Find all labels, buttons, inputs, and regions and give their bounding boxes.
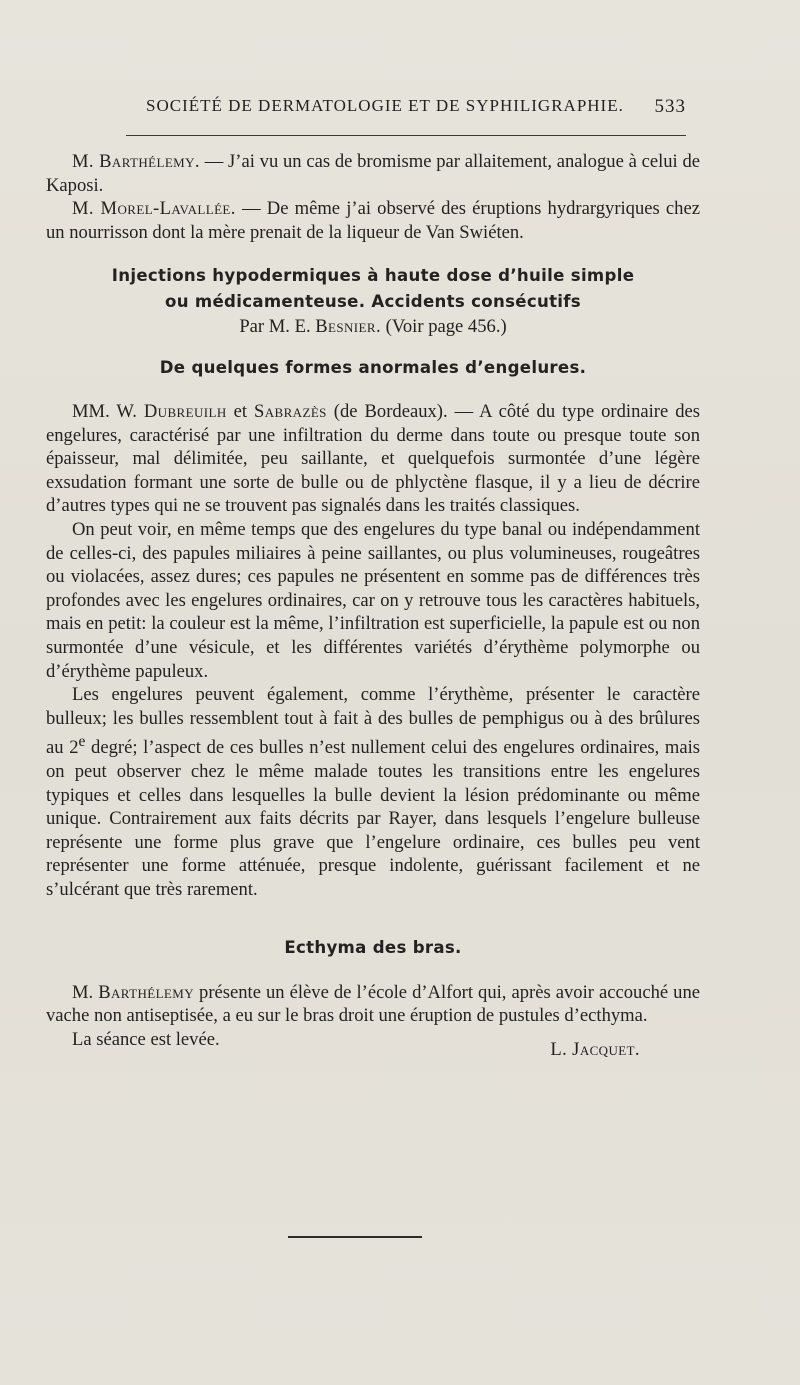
speaker-name: M. Morel-Lavallée.	[72, 198, 236, 220]
end-rule	[288, 1236, 422, 1238]
page-reference: (Voir page 456.)	[381, 316, 507, 338]
running-title: SOCIÉTÉ DE DERMATOLOGIE ET DE SYPHILIGRAPHIE.	[146, 96, 624, 115]
paragraph-text: présente un élève de l’école d’Alfort qui, après avoir accouché une vache non antiseptisée, a eu sur le bras droit une éruption de pustules d’ecthyma.	[46, 981, 700, 1027]
byline-prefix: Par M. E.	[239, 316, 316, 338]
closing-text: La séance est levée.	[72, 1028, 220, 1050]
intro-mid: et	[226, 400, 255, 422]
paragraph	[46, 683, 700, 902]
section-title-injections	[46, 263, 700, 315]
intro-prefix: MM. W.	[72, 400, 144, 422]
section-byline	[46, 315, 700, 339]
speaker-name: Barthélemy	[98, 981, 194, 1003]
author-name: Sabrazès	[254, 400, 327, 422]
section-title-line: ou médicamenteuse. Accidents consécutifs	[165, 292, 581, 312]
superscript: e	[78, 733, 86, 751]
paragraph	[46, 400, 700, 518]
section-title-line: Injections hypodermiques à haute dose d’huile simple	[111, 266, 635, 286]
section-title-ecthyma: Ecthyma des bras.	[284, 937, 462, 957]
closing-line	[46, 1028, 700, 1060]
paragraph	[46, 981, 700, 1028]
section-title-engelures: De quelques formes anormales d’engelures.	[159, 357, 587, 377]
paragraph-text: degré; l’aspect de ces bulles n’est nullement celui des engelures ordinaires, mais on peut observer chez le même malade toutes les transitions entre les engelures typiques et celles dans lesquelles la bulle devient la lésion prédominante ou même unique. Contrairement aux faits décrits par Rayer, dans lesquels l’engelure bulleuse représente une forme plus grave que l’engelure ordinaire, ces bulles peu vent représenter une forme atténuée, presque indolente, guérissant facilement et ne s’ulcérant que très rarement.	[46, 737, 700, 901]
paragraph: On peut voir, en même temps que des engelures du type banal ou indépendamment de celles-ci, des papules miliaires à peine saillantes, ou plus volumineuses, rougeâtres ou violacées, assez dures; ces papules ne présentent en somme pas de différences très profondes avec les engelures ordinaires, car on y retrouve tous les caractères habituels, mais en petit: la couleur est la même, l’infiltration est superficielle, la papule est ou non surmontée d’une vésicule, et les différentes variétés d’érythème polymorphe ou d’érythème papuleux.	[46, 518, 700, 682]
author-name: Besnier.	[315, 316, 382, 338]
remark-barthelemy	[46, 150, 700, 197]
speaker-name: M. Barthélemy.	[72, 151, 200, 172]
remark-text: — J’ai vu un cas de bromisme par allaitement, analogue à celui de Kaposi.	[46, 151, 700, 196]
signature: L. Jacquet.	[550, 1038, 640, 1060]
remark-text: — De même j’ai observé des éruptions hydrargyriques chez un nourrisson dont la mère prenait de la liqueur de Van Swiéten.	[46, 198, 700, 243]
page-header	[146, 96, 686, 122]
author-name: Dubreuilh	[143, 400, 227, 422]
header-rule	[126, 135, 686, 136]
page-body	[46, 150, 701, 1060]
page-number: 533	[654, 96, 686, 117]
paragraph-text: Les engelures peuvent également, comme l’érythème, présenter le caractère bulleux; les bulles ressemblent tout à fait à des bulles de pemphigus ou à des brûlures au 2	[46, 684, 700, 759]
paragraph-text: (de Bordeaux). — A côté du type ordinaire des engelures, caractérisé par une infiltration du derme dans toute ou presque toute son épaisseur, mal délimitée, peu saillante, et quelquefois surmontée d’une légère exsudation formant une sorte de bulle ou de phlyctène flasque, il y a lieu de décrire d’autres types qui ne se trouvent pas signalés dans les traités classiques.	[46, 400, 701, 517]
remark-morel-lavallee	[46, 197, 700, 244]
intro-prefix: M.	[72, 981, 99, 1003]
